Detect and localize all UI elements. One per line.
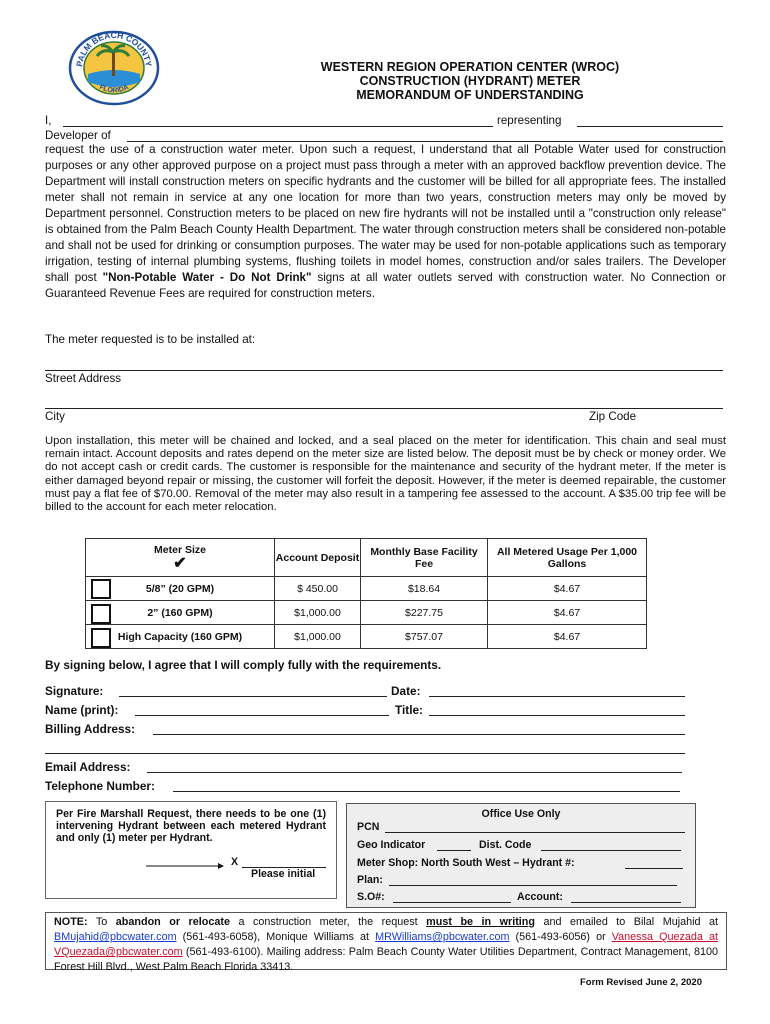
header-account-deposit: Account Deposit [275, 539, 361, 577]
dist-code-field[interactable] [541, 839, 681, 851]
office-use-title: Office Use Only [481, 808, 561, 820]
row-usage: $4.67 [488, 577, 647, 601]
billing-label: Billing Address: [45, 722, 136, 736]
note-label: NOTE: [54, 916, 88, 928]
table-row [86, 577, 647, 601]
pcn-field[interactable] [385, 821, 685, 833]
meter-rate-table [85, 538, 647, 649]
row-deposit: $ 450.00 [275, 577, 361, 601]
geo-indicator-field[interactable] [437, 839, 471, 851]
table-row [86, 625, 647, 649]
terms-paragraph: request the use of a construction water meter. Upon such a request, I understand that all Potable Water used for construction purposes or any other approved purpose on a project must pass through a meter with an approved backflow prevention device. The Department will install construction meters on specific hydrants and the customer will be billed for all appropriate fees. The installed meter shall not remain in service at any one location for more than two years, construction meters may only be moved by Department personnel. Construction meters to be placed on new fire hydrants will not be installed until a "construction only release" is obtained from the Palm Beach County Health Department. The water through construction meters shall be considered non-potable and shall not be used for drinking or consumption purposes. The water may be used for non-potable applications such as temporary irrigation, testing of internal plumbing systems, flushing toilets in model homes, construction and/or sales trailers. The Developer shall post "Non-Potable Water - Do Not Drink" signs at all water outlets served with construction water. No Connection or Guaranteed Revenue Fees are required for construction meters. [45, 143, 726, 300]
billing-address-field-2[interactable] [45, 741, 685, 754]
representing-label: representing [497, 114, 562, 127]
form-revision-date: Form Revised June 2, 2020 [580, 977, 702, 988]
fire-marshall-box [45, 801, 337, 899]
representing-field[interactable] [577, 113, 723, 127]
telephone-label: Telephone Number: [45, 779, 155, 793]
meter-high-capacity-checkbox[interactable] [91, 628, 111, 648]
email-link-bmujahid[interactable]: BMujahid@pbcwater.com [54, 931, 177, 943]
street-address-label: Street Address [45, 372, 122, 385]
fire-marshall-text: Per Fire Marshall Request, there needs to be one (1) intervening Hydrant between each metered Hydrant and only (1) meter per Hydrant. [56, 808, 326, 844]
header-facility-fee: Monthly Base Facility Fee [361, 539, 488, 577]
signature-field[interactable] [119, 684, 387, 697]
dist-code-label: Dist. Code [479, 839, 532, 851]
header-meter-size: Meter Size ✔ [86, 539, 275, 577]
billing-address-field[interactable] [153, 722, 685, 735]
so-field[interactable] [393, 891, 511, 903]
non-potable-warning: "Non-Potable Water - Do Not Drink" [102, 271, 312, 284]
i-label: I, [45, 114, 52, 127]
zip-code-label: Zip Code [589, 410, 637, 423]
date-field[interactable] [429, 684, 685, 697]
row-deposit: $1,000.00 [275, 601, 361, 625]
title-line-1: WESTERN REGION OPERATION CENTER (WROC) [320, 60, 620, 74]
location-intro: The meter requested is to be installed at: [45, 333, 256, 346]
table-row [86, 601, 647, 625]
signature-section [45, 684, 685, 798]
title-label: Title: [395, 703, 423, 717]
seal-top-text: PALM BEACH COUNTY [74, 30, 154, 68]
initial-field[interactable] [242, 856, 326, 868]
email-link-vquezada[interactable]: Vanessa Quezada at VQuezada@pbcwater.com [54, 931, 718, 958]
office-use-box [346, 803, 696, 908]
must-be-in-writing: must be in writing [426, 916, 536, 928]
city-label: City [45, 410, 65, 423]
meter-5-8-checkbox[interactable] [91, 579, 111, 599]
email-link-mrwilliams[interactable]: MRWilliams@pbcwater.com [375, 931, 510, 943]
requester-row [45, 113, 725, 129]
hydrant-number-field[interactable] [625, 857, 683, 869]
row-facility: $18.64 [361, 577, 488, 601]
table-header-row [86, 539, 647, 577]
meter-shop-label: Meter Shop: North South West – Hydrant #: [357, 857, 575, 869]
account-label: Account: [517, 891, 563, 903]
title-field[interactable] [429, 703, 685, 716]
geo-indicator-label: Geo Indicator [357, 839, 426, 851]
row-size: 2” (160 GPM) [86, 601, 275, 625]
document-title [180, 60, 760, 102]
seal-bottom-text: FLORIDA [98, 83, 130, 95]
developer-label: Developer of [45, 129, 111, 142]
plan-label: Plan: [357, 874, 383, 886]
row-size: High Capacity (160 GPM) [86, 625, 275, 649]
initial-x-label: X [231, 856, 239, 868]
abandon-text: abandon or relocate [115, 916, 230, 928]
title-line-2: CONSTRUCTION (HYDRANT) METER [359, 74, 581, 88]
check-mark-icon: ✔ [173, 554, 187, 572]
pcn-label: PCN [357, 821, 380, 833]
date-label: Date: [391, 684, 421, 698]
relocation-note: NOTE: To abandon or relocate a construction meter, the request must be in writing and emailed to Bilal Mujahid at BMujahid@pbcwater.com (561-493-6058), Monique Williams at MRWilliams@pbcwater.com (561-493-6056) or Vanessa Quezada at VQuezada@pbcwater.com (561-493-6100). Mailing address: Palm Beach County Water Utilities Department, Contract Management, 8100 Forest Hill Blvd., West Palm Beach Florida 33413. [45, 912, 727, 970]
row-facility: $227.75 [361, 601, 488, 625]
email-label: Email Address: [45, 760, 131, 774]
header-usage-rate: All Metered Usage Per 1,000 Gallons [488, 539, 647, 577]
account-field[interactable] [571, 891, 681, 903]
requester-name-field[interactable] [63, 113, 493, 127]
agreement-statement: By signing below, I agree that I will comply fully with the requirements. [45, 658, 442, 672]
county-seal-logo [60, 30, 168, 106]
so-label: S.O#: [357, 891, 385, 903]
name-label: Name (print): [45, 703, 119, 717]
plan-field[interactable] [389, 874, 677, 886]
row-facility: $757.07 [361, 625, 488, 649]
row-deposit: $1,000.00 [275, 625, 361, 649]
name-field[interactable] [135, 703, 389, 716]
meter-2-inch-checkbox[interactable] [91, 604, 111, 624]
row-usage: $4.67 [488, 625, 647, 649]
row-size: 5/8” (20 GPM) [86, 577, 275, 601]
developer-field[interactable] [127, 128, 723, 142]
installation-paragraph: Upon installation, this meter will be chained and locked, and a seal placed on the meter for identification. This chain and seal must remain intact. Account deposits and rates depend on the meter size are listed below. The deposit must be by check or money order. We do not accept cash or credit cards. The customer is responsible for the maintenance and security of the hydrant meter. If the meter is either damaged beyond repair or missing, the customer will forfeit the deposit. However, if the meter is deemed repairable, the customer must pay a flat fee of $70.00. Removal of the meter may also result in a tampering fee assessed to the account. A $35.00 trip fee will be billed to the account for each meter relocation. [45, 435, 726, 514]
telephone-field[interactable] [173, 779, 680, 792]
arrow-right-icon [146, 861, 224, 867]
title-line-3: MEMORANDUM OF UNDERSTANDING [356, 88, 584, 102]
street-address-field[interactable] [45, 370, 723, 371]
signature-label: Signature: [45, 684, 104, 698]
please-initial-label: Please initial [251, 868, 316, 880]
row-usage: $4.67 [488, 601, 647, 625]
email-field[interactable] [147, 760, 682, 773]
